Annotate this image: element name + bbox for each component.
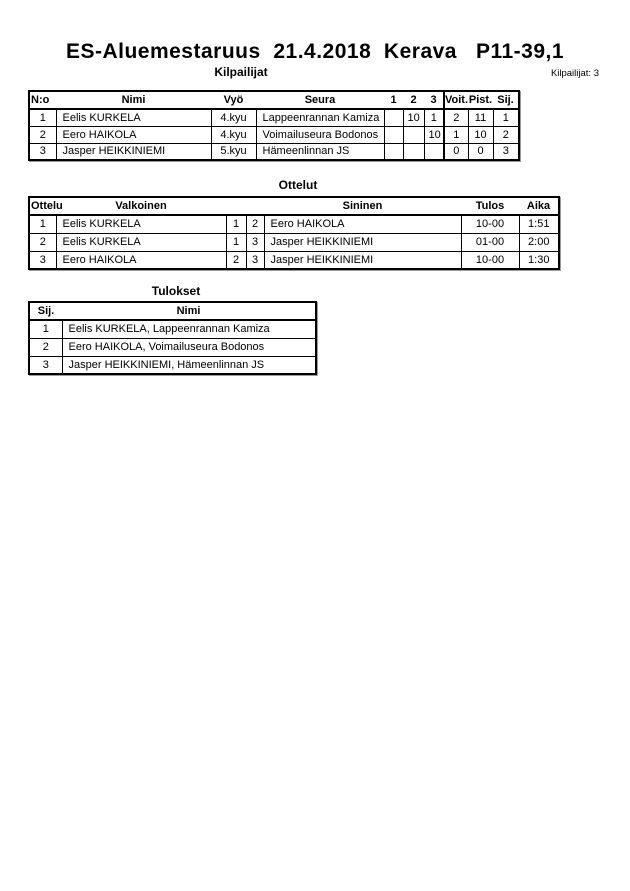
matches-header-row (29, 197, 559, 215)
col-header-round3: 3 (424, 91, 444, 109)
cell-blue-name: Jasper HEIKKINIEMI (264, 251, 461, 269)
cell-white-name: Eelis KURKELA (56, 233, 226, 251)
col-header-time: Aika (519, 197, 559, 215)
cell-blue-no: 3 (246, 251, 264, 269)
cell-no: 3 (29, 143, 56, 160)
competitors-section-heading: Kilpailijat (214, 65, 268, 79)
table-row (29, 126, 519, 143)
table-row (29, 215, 559, 233)
col-header-points: Pist. (468, 91, 493, 109)
cell-round2 (403, 143, 424, 160)
col-header-round2: 2 (403, 91, 424, 109)
col-header-place: Sij. (29, 302, 62, 320)
table-row (29, 320, 316, 338)
cell-wins: 0 (444, 143, 468, 160)
cell-white-name: Eelis KURKELA (56, 215, 226, 233)
cell-no: 1 (29, 109, 56, 126)
cell-round1 (384, 109, 403, 126)
cell-score: 10-00 (461, 215, 519, 233)
cell-match-no: 3 (29, 251, 56, 269)
results-table (28, 301, 317, 375)
table-row (29, 356, 316, 374)
col-header-no: N:o (29, 91, 56, 109)
cell-match-no: 1 (29, 215, 56, 233)
competitor-count-label: Kilpailijat: 3 (550, 68, 599, 79)
cell-place: 2 (493, 126, 519, 143)
cell-place: 2 (29, 338, 62, 356)
cell-blue-name: Jasper HEIKKINIEMI (264, 233, 461, 251)
col-header-place: Sij. (493, 91, 519, 109)
cell-belt: 4.kyu (211, 126, 256, 143)
cell-round3: 10 (424, 126, 444, 143)
cell-points: 0 (468, 143, 493, 160)
cell-name: Eelis KURKELA (56, 109, 211, 126)
cell-round2: 10 (403, 109, 424, 126)
cell-white-no: 2 (226, 251, 246, 269)
cell-name: Jasper HEIKKINIEMI, Hämeenlinnan JS (62, 356, 316, 374)
cell-name: Jasper HEIKKINIEMI (56, 143, 211, 160)
cell-white-no: 1 (226, 233, 246, 251)
col-header-white: Valkoinen (56, 197, 226, 215)
cell-blue-name: Eero HAIKOLA (264, 215, 461, 233)
cell-club: Hämeenlinnan JS (256, 143, 384, 160)
cell-score: 01-00 (461, 233, 519, 251)
cell-wins: 1 (444, 126, 468, 143)
cell-time: 1:30 (519, 251, 559, 269)
cell-match-no: 2 (29, 233, 56, 251)
table-row (29, 109, 519, 126)
col-header-name: Nimi (62, 302, 316, 320)
cell-round1 (384, 143, 403, 160)
cell-wins: 2 (444, 109, 468, 126)
cell-blue-no: 2 (246, 215, 264, 233)
results-header-row (29, 302, 316, 320)
cell-place: 3 (493, 143, 519, 160)
cell-no: 2 (29, 126, 56, 143)
cell-round3 (424, 143, 444, 160)
col-header-name: Nimi (56, 91, 211, 109)
cell-white-name: Eero HAIKOLA (56, 251, 226, 269)
table-row (29, 338, 316, 356)
cell-name: Eero HAIKOLA, Voimailuseura Bodonos (62, 338, 316, 356)
table-row (29, 143, 519, 160)
col-header-score: Tulos (461, 197, 519, 215)
cell-round3: 1 (424, 109, 444, 126)
cell-blue-no: 3 (246, 233, 264, 251)
cell-white-no: 1 (226, 215, 246, 233)
cell-score: 10-00 (461, 251, 519, 269)
cell-round1 (384, 126, 403, 143)
cell-place: 1 (493, 109, 519, 126)
cell-club: Lappeenrannan Kamiza (256, 109, 384, 126)
cell-round2 (403, 126, 424, 143)
cell-club: Voimailuseura Bodonos (256, 126, 384, 143)
table-row (29, 233, 559, 251)
table-row (29, 251, 559, 269)
cell-time: 1:51 (519, 215, 559, 233)
col-header-blue: Sininen (264, 197, 461, 215)
cell-name: Eelis KURKELA, Lappeenrannan Kamiza (62, 320, 316, 338)
cell-belt: 5.kyu (211, 143, 256, 160)
col-header-wins: Voit. (444, 91, 468, 109)
cell-points: 11 (468, 109, 493, 126)
cell-belt: 4.kyu (211, 109, 256, 126)
col-header-match-no: Ottelu (29, 197, 56, 215)
col-header-belt: Vyö (211, 91, 256, 109)
competitors-header-row (29, 91, 519, 109)
col-header-round1: 1 (384, 91, 403, 109)
cell-time: 2:00 (519, 233, 559, 251)
competitors-table (28, 90, 520, 161)
matches-table (28, 196, 560, 270)
cell-name: Eero HAIKOLA (56, 126, 211, 143)
matches-section-heading: Ottelut (278, 178, 318, 192)
col-header-club: Seura (256, 91, 384, 109)
col-header-blue-no (246, 197, 264, 215)
cell-points: 10 (468, 126, 493, 143)
col-header-white-no (226, 197, 246, 215)
cell-place: 3 (29, 356, 62, 374)
cell-place: 1 (29, 320, 62, 338)
page-title: ES-Aluemestaruus 21.4.2018 Kerava P11-39,1 (65, 40, 565, 63)
results-section-heading: Tulokset (151, 284, 201, 298)
